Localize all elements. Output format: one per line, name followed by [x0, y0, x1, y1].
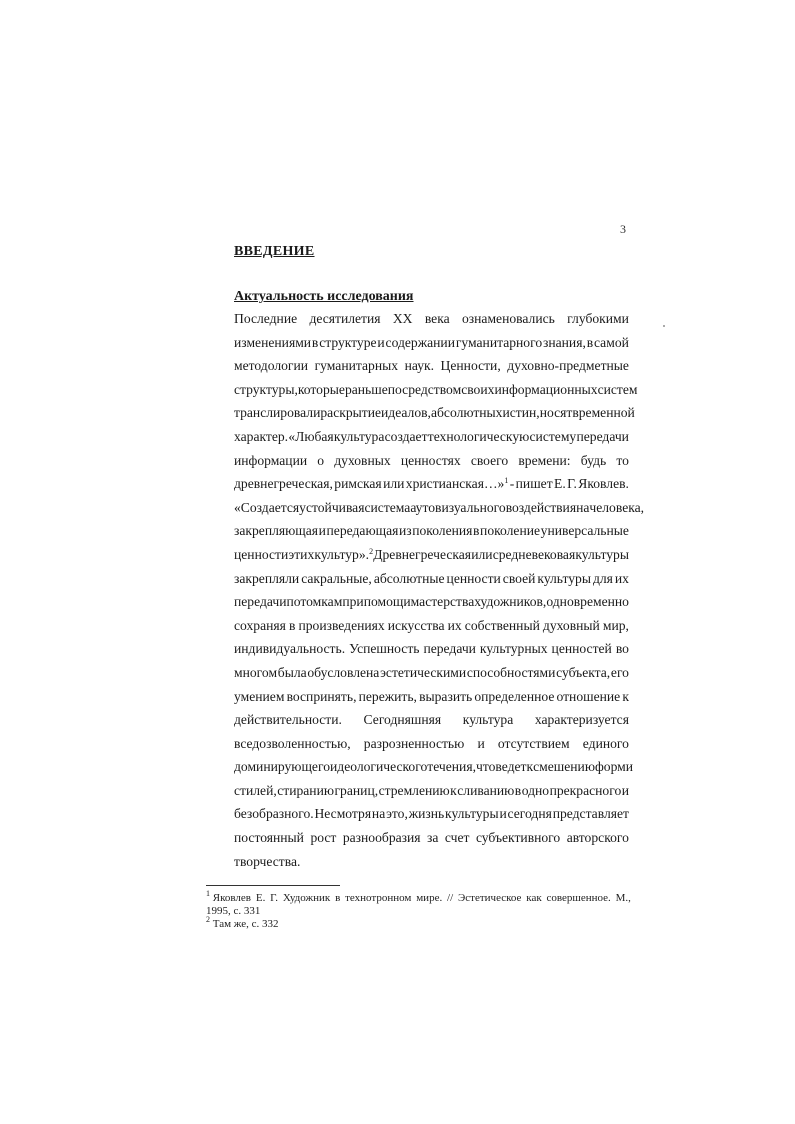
- word: форм: [594, 759, 626, 775]
- word: века: [424, 311, 450, 326]
- word: сакральные,: [301, 570, 372, 586]
- word: творчества.: [234, 853, 301, 869]
- word: за: [427, 830, 439, 846]
- word: на: [371, 806, 386, 822]
- footnote-1-mark: 1: [206, 889, 210, 898]
- text-line: [234, 425, 629, 449]
- word: воздействия: [505, 499, 577, 515]
- word: передачи: [234, 594, 287, 610]
- word: это,: [386, 806, 408, 822]
- word: римская: [334, 476, 382, 492]
- word: содержании: [385, 334, 455, 350]
- word: передающая: [326, 523, 399, 539]
- text-line: [234, 354, 629, 378]
- word: к: [622, 688, 629, 704]
- word: прекрасного: [549, 782, 622, 798]
- word: и: [377, 334, 385, 350]
- word: способностями: [466, 664, 556, 680]
- text-line: [234, 331, 629, 355]
- word: и: [621, 782, 629, 798]
- footnote-ref-2: 2: [369, 546, 374, 556]
- text-line: [234, 779, 629, 803]
- word: методологии: [234, 358, 309, 374]
- footnote-word: М.,: [615, 892, 631, 904]
- footnote-word: совершенное.: [546, 892, 611, 904]
- word: стилей,: [234, 782, 277, 798]
- word: выразить: [419, 688, 473, 704]
- word: передачи: [576, 428, 629, 444]
- word: в: [586, 334, 594, 350]
- word: гуманитарного: [455, 334, 543, 350]
- word: о: [317, 452, 325, 468]
- word: и: [625, 759, 634, 775]
- word: поколения: [412, 523, 473, 539]
- footnote-2-text: Там же, с. 332: [212, 918, 279, 930]
- word: изменениями: [234, 334, 312, 350]
- word: в: [311, 334, 319, 350]
- word: при: [342, 594, 364, 610]
- word: которые: [297, 381, 345, 397]
- word: художников,: [474, 594, 547, 610]
- word: знания,: [542, 334, 586, 350]
- word: культура: [333, 428, 385, 444]
- word: средневековая: [492, 546, 576, 562]
- word: наук.: [404, 358, 434, 374]
- word: отсутствием: [497, 735, 570, 751]
- footnote-word: //: [447, 892, 454, 904]
- word: культура: [462, 712, 514, 728]
- word: передачи: [423, 641, 476, 657]
- word: Сегодняшняя: [363, 712, 442, 728]
- text-line: [234, 826, 629, 850]
- word: универсальные: [540, 523, 629, 539]
- word: из: [398, 523, 412, 539]
- footnote-1-start: [206, 889, 251, 905]
- word: в: [288, 617, 296, 633]
- word: духовных: [334, 452, 391, 468]
- footnote-separator: [206, 885, 340, 886]
- text-line: [234, 401, 635, 425]
- word: субъекта,: [556, 664, 611, 680]
- word: «Создается: [234, 499, 300, 515]
- word: и: [499, 806, 507, 822]
- text-line: [234, 850, 629, 874]
- text-line: [234, 802, 629, 826]
- word: структуры,: [234, 381, 298, 397]
- word: смешению: [533, 759, 595, 775]
- word: самой: [593, 334, 629, 350]
- scan-speck: [663, 325, 665, 327]
- word: систему: [529, 428, 577, 444]
- word: культуры: [575, 546, 629, 562]
- word: культурных: [479, 641, 548, 657]
- word: Последние: [234, 311, 298, 326]
- word: духовный: [542, 617, 600, 633]
- word: аутовизуального: [410, 499, 506, 515]
- word: раскрытие: [320, 405, 382, 421]
- word: индивидуальность.: [234, 641, 346, 657]
- word: доминирующего: [234, 759, 330, 775]
- text-line: [234, 543, 629, 567]
- word: сегодня: [507, 806, 552, 822]
- word: XX: [392, 311, 413, 326]
- word: Г.: [567, 476, 577, 492]
- word: одно: [521, 782, 550, 798]
- word: его: [610, 664, 629, 680]
- word: что: [475, 759, 496, 775]
- text-line: [234, 519, 629, 543]
- word: -: [509, 476, 515, 492]
- word: и: [318, 523, 326, 539]
- word: жизнь: [408, 806, 445, 822]
- word: мир,: [602, 617, 629, 633]
- text-line: [234, 590, 629, 614]
- word: во: [615, 641, 629, 657]
- text-line: [234, 449, 629, 473]
- word: раньше: [344, 381, 388, 397]
- word: пишет: [515, 476, 553, 492]
- text-line: [234, 472, 629, 496]
- word: течения,: [427, 759, 476, 775]
- section-title: Актуальность исследования: [234, 289, 414, 304]
- word: Ценности,: [440, 358, 501, 374]
- word: десятилетия: [309, 311, 381, 326]
- word: определенное: [474, 688, 555, 704]
- text-line: [234, 755, 634, 779]
- word: ценности: [234, 546, 289, 562]
- word: временной: [572, 405, 635, 421]
- word: авторского: [566, 830, 629, 846]
- text-line: [234, 637, 629, 661]
- text-line: [234, 496, 645, 520]
- word: мастерства: [410, 594, 475, 610]
- word: обусловлена: [307, 664, 380, 680]
- word: культуры: [445, 806, 499, 822]
- word: сливанию: [457, 782, 515, 798]
- word: будь: [580, 452, 607, 468]
- footnote-word: Эстетическое: [458, 892, 522, 904]
- word: стремлению: [378, 782, 450, 798]
- word: или: [383, 476, 405, 492]
- word: абсолютных: [430, 405, 503, 421]
- word: их: [447, 617, 462, 633]
- word: или: [471, 546, 493, 562]
- word: умением: [234, 688, 285, 704]
- word: пережить,: [358, 688, 417, 704]
- word: своего: [470, 452, 509, 468]
- word: устойчивая: [299, 499, 365, 515]
- word: в: [514, 782, 522, 798]
- word: произведениях: [298, 617, 385, 633]
- word: абсолютные: [373, 570, 445, 586]
- word: закрепляющая: [234, 523, 319, 539]
- word: одновременно: [546, 594, 629, 610]
- word: к: [526, 759, 534, 775]
- word: технологическую: [427, 428, 530, 444]
- word: счет: [444, 830, 470, 846]
- word: была: [277, 664, 307, 680]
- footnote-1-source-year: 1995, с. 331: [206, 905, 261, 917]
- word: культур».$^2$: [314, 546, 374, 562]
- word: времени:: [518, 452, 571, 468]
- word: гуманитарных: [314, 358, 399, 374]
- word: ценности: [446, 570, 501, 586]
- word: субъективного: [475, 830, 561, 846]
- word: транслировали: [234, 405, 321, 421]
- footnote-word: технотронном: [345, 892, 412, 904]
- word: рост: [310, 830, 337, 846]
- word: глубокими: [567, 311, 629, 326]
- word: единого: [582, 735, 629, 751]
- word: создает: [384, 428, 428, 444]
- page-number: 3: [620, 222, 626, 236]
- word: Несмотря: [314, 806, 372, 822]
- word: Древнегреческая: [373, 546, 472, 562]
- word: информации: [234, 452, 308, 468]
- word: структуре: [319, 334, 377, 350]
- word: действительности.: [234, 712, 342, 728]
- word: собственный: [464, 617, 540, 633]
- footnote-word: мире.: [416, 892, 443, 904]
- word: ценностях: [400, 452, 461, 468]
- word: воспринять,: [286, 688, 357, 704]
- word: культуры: [537, 570, 591, 586]
- body-text: [234, 307, 645, 873]
- word: искусства: [387, 617, 445, 633]
- word: в: [473, 523, 480, 539]
- word: истин,: [502, 405, 540, 421]
- word: христианская…»$^1$: [405, 476, 509, 492]
- text-line: [234, 567, 629, 591]
- word: система: [364, 499, 411, 515]
- footnote-word: в: [335, 892, 341, 904]
- word: на: [576, 499, 590, 515]
- footnotes: [206, 889, 631, 931]
- word: для: [592, 570, 613, 586]
- text-line: [234, 378, 638, 402]
- text-line: [234, 614, 629, 638]
- word: безобразного.: [234, 806, 314, 822]
- word: информационных: [494, 381, 598, 397]
- word: многом: [234, 664, 278, 680]
- word: этих: [288, 546, 315, 562]
- word: идеалов,: [381, 405, 431, 421]
- footnote-1-line-1: [206, 889, 631, 905]
- word: ознаменовались: [461, 311, 555, 326]
- word: отношение: [556, 688, 621, 704]
- word: «Любая: [288, 428, 334, 444]
- word: древнегреческая,: [234, 476, 333, 492]
- text-line: [234, 661, 629, 685]
- footnote-word: как: [526, 892, 542, 904]
- word: их: [614, 570, 629, 586]
- word: разрозненностью: [363, 735, 465, 751]
- word: разнообразия: [342, 830, 421, 846]
- word: своих: [461, 381, 495, 397]
- word: Успешность: [349, 641, 420, 657]
- word: то: [616, 452, 629, 468]
- text-line: [234, 732, 629, 756]
- word: границ,: [334, 782, 379, 798]
- word: постоянный: [234, 830, 304, 846]
- word: систем: [597, 381, 638, 397]
- word: эстетическими: [380, 664, 467, 680]
- footnote-word: Е.: [255, 892, 266, 904]
- footnote-ref-1: 1: [504, 476, 509, 486]
- word: характер.: [234, 428, 289, 444]
- word: к: [450, 782, 457, 798]
- footnote-word: Яковлев: [212, 892, 251, 904]
- word: своей: [502, 570, 536, 586]
- footnote-1-line-2: [206, 905, 631, 918]
- footnote-word: Художник: [282, 892, 331, 904]
- word: носят: [539, 405, 573, 421]
- word: вседозволенностью,: [234, 735, 351, 751]
- word: и: [477, 735, 485, 751]
- text-line: [234, 708, 629, 732]
- word: представляет: [552, 806, 629, 822]
- word: ценностей: [551, 641, 612, 657]
- footnote-2: [206, 915, 631, 931]
- word: поколение: [480, 523, 541, 539]
- word: Яковлев.: [578, 476, 629, 492]
- word: посредством: [387, 381, 462, 397]
- word: Е.: [554, 476, 566, 492]
- text-line: [234, 685, 629, 709]
- footnote-2-mark: 2: [206, 915, 210, 924]
- chapter-title: ВВЕДЕНИЕ: [234, 244, 315, 259]
- word: потомкам: [286, 594, 343, 610]
- word: идеологического: [330, 759, 428, 775]
- word: стиранию: [277, 782, 335, 798]
- footnote-word: Г.: [270, 892, 279, 904]
- word: характеризуется: [534, 712, 629, 728]
- word: помощи: [363, 594, 411, 610]
- word: человека,: [589, 499, 645, 515]
- word: духовно-предметные: [507, 358, 629, 374]
- text-line: [234, 307, 629, 331]
- word: ведет: [495, 759, 527, 775]
- word: сохраняя: [234, 617, 286, 633]
- word: закрепляли: [234, 570, 300, 586]
